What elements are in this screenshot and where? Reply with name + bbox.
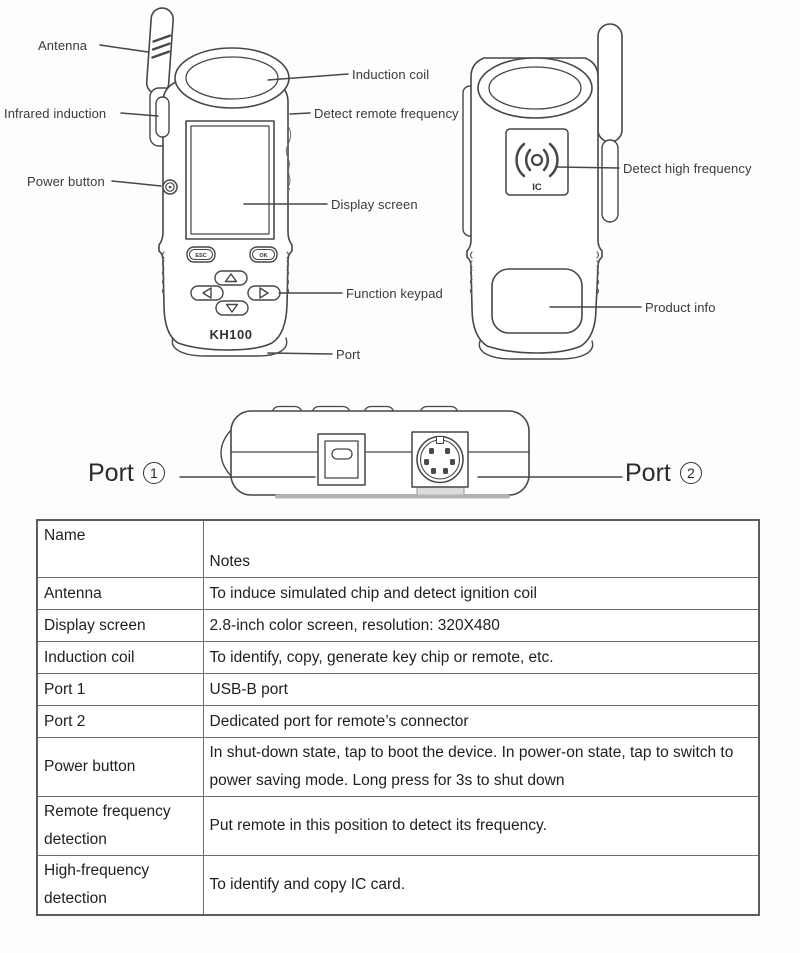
callout-antenna: Antenna bbox=[38, 38, 88, 53]
port1-circled-number: 1 bbox=[143, 462, 165, 484]
power-button-shape bbox=[163, 180, 177, 194]
table-cell-name: Power button bbox=[37, 738, 203, 797]
table-cell-name: Induction coil bbox=[37, 642, 203, 674]
callout-port: Port bbox=[336, 347, 361, 362]
table-row bbox=[37, 578, 759, 610]
port2-label bbox=[625, 458, 702, 488]
usb-b-port-shape bbox=[318, 434, 365, 485]
top-view-drawing bbox=[221, 407, 529, 497]
front-device-drawing bbox=[146, 7, 292, 356]
callout-function-keypad: Function keypad bbox=[346, 286, 443, 301]
ic-zone-text: IC bbox=[532, 182, 542, 193]
callout-detect-remote-frequency: Detect remote frequency bbox=[314, 106, 459, 121]
port2-circled-number: 2 bbox=[680, 462, 702, 484]
ic-detection-zone-shape bbox=[506, 129, 568, 195]
table-row bbox=[37, 674, 759, 706]
table-cell-notes: Dedicated port for remote’s connector bbox=[203, 706, 759, 738]
table-cell-notes: To induce simulated chip and detect ignition coil bbox=[203, 578, 759, 610]
table-row bbox=[37, 797, 759, 856]
table-row bbox=[37, 642, 759, 674]
table-row bbox=[37, 856, 759, 916]
table-cell-name: Port 1 bbox=[37, 674, 203, 706]
callout-product-info: Product info bbox=[645, 300, 716, 315]
table-cell-name: Port 2 bbox=[37, 706, 203, 738]
table-row bbox=[37, 706, 759, 738]
table-cell-name: Antenna bbox=[37, 578, 203, 610]
esc-button-text: ESC bbox=[195, 253, 207, 259]
table-row bbox=[37, 610, 759, 642]
table-cell-name: High-frequency detection bbox=[37, 856, 203, 916]
ok-button-text: OK bbox=[259, 253, 268, 259]
table-cell-notes: In shut-down state, tap to boot the device. In power-on state, tap to switch to power saving mode. Long press for 3s to shut down bbox=[203, 738, 759, 797]
header-name: Name bbox=[37, 520, 203, 578]
header-notes: Notes bbox=[203, 520, 759, 578]
callout-detect-high-frequency: Detect high frequency bbox=[623, 161, 752, 176]
table-cell-notes: To identify and copy IC card. bbox=[203, 856, 759, 916]
spec-table bbox=[36, 519, 760, 916]
port1-text: Port bbox=[88, 459, 134, 487]
callout-display-screen: Display screen bbox=[331, 197, 418, 212]
table-cell-name: Display screen bbox=[37, 610, 203, 642]
table-header-row bbox=[37, 520, 759, 578]
antenna-shape bbox=[146, 7, 174, 94]
infrared-window-shape bbox=[156, 97, 169, 137]
callout-infrared-induction: Infrared induction bbox=[4, 106, 107, 121]
model-label: KH100 bbox=[209, 327, 253, 342]
port2-text: Port bbox=[625, 459, 671, 487]
table-cell-notes: Put remote in this position to detect its frequency. bbox=[203, 797, 759, 856]
din-port-shape bbox=[412, 432, 468, 496]
table-row bbox=[37, 738, 759, 797]
callout-power-button: Power button bbox=[27, 174, 105, 189]
product-info-plate-shape bbox=[492, 269, 582, 333]
table-cell-notes: To identify, copy, generate key chip or remote, etc. bbox=[203, 642, 759, 674]
table-cell-name: Remote frequency detection bbox=[37, 797, 203, 856]
back-antenna-shape bbox=[598, 24, 622, 142]
back-device-drawing bbox=[463, 24, 622, 359]
table-cell-notes: USB-B port bbox=[203, 674, 759, 706]
table-cell-notes: 2.8-inch color screen, resolution: 320X480 bbox=[203, 610, 759, 642]
port1-label bbox=[88, 458, 165, 488]
callout-induction-coil: Induction coil bbox=[352, 67, 430, 82]
